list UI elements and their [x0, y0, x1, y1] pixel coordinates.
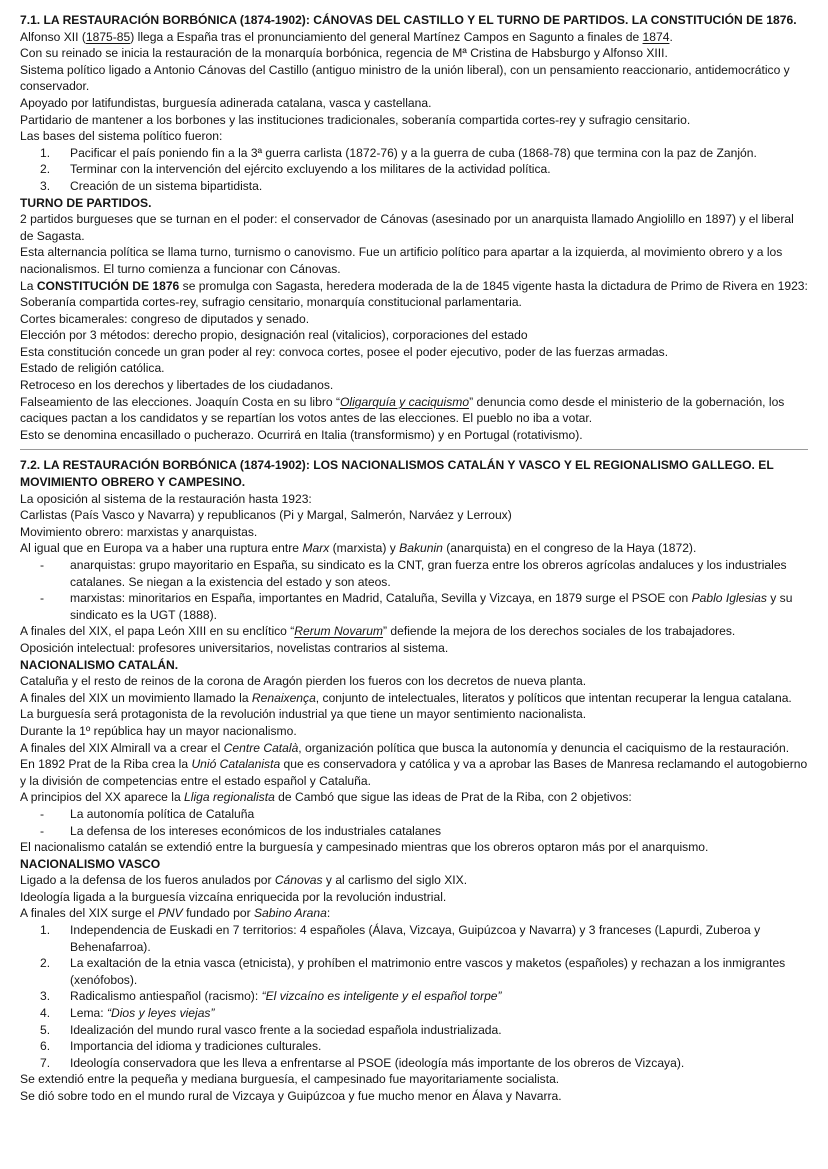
text: Alfonso XII ( — [20, 29, 86, 44]
list-text: La defensa de los intereses económicos de los industriales catalanes — [70, 823, 442, 838]
list-number: 1. — [40, 145, 51, 160]
underlined-text: 1874 — [642, 29, 670, 44]
text: A finales del XIX, el papa León XIII en su enclítico “ — [20, 624, 295, 639]
list-text: La autonomía política de Cataluña — [70, 806, 255, 821]
list-text: Pacificar el país poniendo fin a la 3ª guerra carlista (1872-76) y a la guerra de cuba (1868-78) que termina con la paz de Zanjón. — [70, 145, 757, 160]
pnv-list — [20, 922, 808, 1071]
paragraph — [20, 690, 808, 707]
paragraph: La oposición al sistema de la restauración hasta 1923: — [20, 491, 312, 506]
text: . — [669, 29, 673, 44]
italic-text: Lliga regionalista — [184, 790, 275, 805]
list-text: Idealización del mundo rural vasco frente a la sociedad española industrializada. — [70, 1022, 502, 1037]
paragraph: 2 partidos burgueses que se turnan en el poder: el conservador de Cánovas (asesinado por un anarquista llamado Angiolillo en 1897) y el liberal de Sagasta. — [20, 212, 794, 243]
paragraph: Ideología ligada a la burguesía vizcaína enriquecida por la revolución industrial. — [20, 889, 447, 904]
text: , organización política que busca la autonomía y denuncia el caciquismo de la restauración. — [298, 740, 790, 755]
list-text: Independencia de Euskadi en 7 territorios: 4 españoles (Álava, Vizcaya, Guipúzcoa y Navarra) y 3 franceses (Lapurdi, Zuberoa y Behenafarroa). — [70, 923, 761, 954]
text: ) llega a España tras el pronunciamiento del general Martínez Campos en Sagunto a finales de — [130, 29, 643, 44]
text: ” denuncia como desde el ministerio de la gobernación, los caciques pactan a los candidatos y se repartían los votos antes de las elecciones. El pueblo no iba a votar. — [20, 394, 785, 426]
subheading: NACIONALISMO VASCO — [20, 856, 161, 871]
underlined-text: 1875-85 — [85, 29, 131, 44]
paragraph: Movimiento obrero: marxistas y anarquistas. — [20, 524, 258, 539]
paragraph: Cortes bicamerales: congreso de diputados y senado. — [20, 311, 310, 326]
quote: “El vizcaíno es inteligente y el español torpe” — [261, 989, 502, 1004]
text: (marxista) y — [329, 541, 400, 556]
text: A finales del XIX surge el — [20, 906, 158, 921]
list-text: Importancia del idioma y tradiciones culturales. — [70, 1039, 322, 1054]
text: fundado por — [182, 906, 254, 921]
section-7-1 — [20, 12, 808, 443]
italic-text: Unió Catalanista — [191, 757, 281, 772]
list-text: La exaltación de la etnia vasca (etnicista), y prohíben el matrimonio entre vascos y maketos (españoles) y rechazan a los inmigrantes (xenófobos). — [70, 956, 786, 987]
paragraph: La burguesía será protagonista de la revolución industrial ya que tiene un mayor sentimiento nacionalista. — [20, 707, 587, 722]
list-number: 3. — [40, 989, 51, 1004]
text: Lema: — [70, 1006, 107, 1021]
text: A finales del XIX un movimiento llamado la — [20, 690, 252, 705]
list-number: 7. — [40, 1055, 51, 1070]
bold-text: CONSTITUCIÓN DE 1876 — [36, 278, 180, 293]
list-number: 5. — [40, 1022, 51, 1037]
list-number: 4. — [40, 1006, 51, 1021]
italic-text: Renaixença — [251, 690, 316, 705]
paragraph: Cataluña y el resto de reinos de la corona de Aragón pierden los fueros con los decretos de nueva planta. — [20, 674, 587, 689]
text: que es conservadora y católica y va a aprobar las Bases de Manresa reclamando el autogobierno y la división de competencias entre el estado español y Cataluña. — [20, 757, 808, 788]
paragraph — [20, 872, 808, 889]
list-item — [20, 988, 808, 1005]
bases-list — [20, 145, 808, 195]
list-item — [20, 145, 808, 162]
list-item — [20, 161, 808, 178]
book-title: Oligarquía y caciquismo — [340, 394, 470, 409]
section-divider — [20, 449, 808, 450]
text: Al igual que en Europa va a haber una ruptura entre — [20, 541, 303, 556]
paragraph — [20, 278, 808, 311]
paragraph — [20, 789, 808, 806]
text: , conjunto de intelectuales, literatos y políticos que intentan recuperar la lengua catalana. — [315, 690, 792, 705]
italic-text: Pablo Iglesias — [691, 591, 767, 606]
paragraph: Elección por 3 métodos: derecho propio, designación real (vitalicios), corporaciones del estado — [20, 328, 528, 343]
text: marxistas: minoritarios en España, importantes en Madrid, Cataluña, Sevilla y Vizcaya, en 1879 surge el PSOE con — [70, 591, 692, 606]
paragraph — [20, 540, 808, 557]
text: y su sindicato es la UGT (1888). — [70, 591, 793, 622]
paragraph — [20, 29, 808, 46]
paragraph — [20, 623, 808, 640]
quote: “Dios y leyes viejas” — [106, 1006, 215, 1021]
list-text: Terminar con la intervención del ejército excluyendo a los militares de la actividad política. — [70, 162, 551, 177]
list-item — [20, 178, 808, 195]
list-item — [20, 806, 808, 823]
text: (anarquista) en el congreso de la Haya (1872). — [442, 541, 697, 556]
paragraph: Partidario de mantener a los borbones y las instituciones tradicionales, soberanía compartida cortes-rey y sufragio censitario. — [20, 112, 691, 127]
section-7-2 — [20, 457, 808, 1104]
list-number: 1. — [40, 923, 51, 938]
text: se promulga con Sagasta, heredera moderada de la de 1845 vigente hasta la dictadura de Primo de Rivera en 1923: Soberanía compartida cortes-rey, sufragio censitario, monarquía constitucional parlamentaria. — [20, 278, 808, 310]
list-text: Ideología conservadora que les lleva a enfrentarse al PSOE (ideología más importante de los obreros de Vizcaya). — [70, 1055, 685, 1070]
list-text — [70, 1005, 808, 1022]
paragraph: Las bases del sistema político fueron: — [20, 129, 223, 144]
paragraph: Sistema político ligado a Antonio Cánovas del Castillo (antiguo ministro de la unión liberal), con un pensamiento reaccionario, antidemocrático y conservador. — [20, 62, 790, 94]
dash-marker: - — [40, 823, 45, 838]
paragraph — [20, 756, 808, 789]
opposition-list — [20, 557, 808, 623]
text: de Cambó que sigue las ideas de Prat de la Riba, con 2 objetivos: — [274, 790, 632, 805]
paragraph: Con su reinado se inicia la restauración de la monarquía borbónica, regencia de Mª Cristina de Habsburgo y Alfonso XIII. — [20, 46, 668, 61]
paragraph: Se extendió entre la pequeña y mediana burguesía, el campesinado fue mayoritariamente socialista. — [20, 1072, 560, 1087]
list-item — [20, 922, 808, 955]
list-number: 3. — [40, 178, 51, 193]
italic-text: Marx — [302, 541, 330, 556]
subheading: TURNO DE PARTIDOS. — [20, 195, 152, 210]
list-item — [20, 1038, 808, 1055]
list-item — [20, 1005, 808, 1022]
paragraph: Carlistas (País Vasco y Navarra) y republicanos (Pi y Margal, Salmerón, Narváez y Lerroux) — [20, 508, 512, 523]
list-item — [20, 955, 808, 988]
dash-marker: - — [40, 806, 45, 821]
lliga-objectives-list — [20, 806, 808, 839]
text: ” defiende la mejora de los derechos sociales de los trabajadores. — [383, 624, 736, 639]
paragraph: Esta constitución concede un gran poder al rey: convoca cortes, posee el poder ejecutivo, poder de las fuerzas armadas. — [20, 344, 669, 359]
paragraph — [20, 394, 808, 427]
paragraph — [20, 905, 808, 922]
list-item — [20, 590, 808, 623]
list-text: Creación de un sistema bipartidista. — [70, 178, 263, 193]
list-number: 6. — [40, 1039, 51, 1054]
italic-text: Sabino Arana — [253, 906, 327, 921]
text: Ligado a la defensa de los fueros anulados por — [20, 873, 275, 888]
text: Radicalismo antiespañol (racismo): — [70, 989, 262, 1004]
list-text — [70, 988, 808, 1005]
text: Falseamiento de las elecciones. Joaquín Costa en su libro “ — [20, 394, 340, 409]
subheading: NACIONALISMO CATALÁN. — [20, 657, 179, 672]
paragraph: Esta alternancia política se llama turno, turnismo o canovismo. Fue un artificio político para apartar a la izquierda, al movimiento obrero y a los nacionalismos. El turno comienza a funcionar con Cánovas. — [20, 245, 783, 276]
paragraph: Retroceso en los derechos y libertades de los ciudadanos. — [20, 378, 334, 393]
list-item — [20, 823, 808, 840]
text: A principios del XX aparece la — [20, 790, 185, 805]
paragraph: Durante la 1º república hay un mayor nacionalismo. — [20, 723, 297, 738]
paragraph: Se dió sobre todo en el mundo rural de Vizcaya y Guipúzcoa y fue mucho menor en Álava y Navarra. — [20, 1089, 562, 1103]
list-number: 2. — [40, 956, 51, 971]
list-text — [70, 590, 808, 623]
italic-text: Bakunin — [399, 541, 443, 556]
dash-marker: - — [40, 558, 45, 572]
paragraph — [20, 740, 808, 757]
list-item — [20, 1055, 808, 1072]
italic-text: Cánovas — [274, 873, 323, 888]
italic-text: PNV — [157, 906, 183, 921]
text: A finales del XIX Almirall va a crear el — [20, 740, 224, 755]
paragraph: Oposición intelectual: profesores universitarios, novelistas contrarios al sistema. — [20, 640, 449, 655]
list-text: anarquistas: grupo mayoritario en España, su sindicato es la CNT, gran fuerza entre los obreros agrícolas andaluces y los industriales catalanes. Se niegan a la existencia del estado y son ateos. — [70, 558, 787, 589]
list-item — [20, 557, 808, 590]
encyclical-title: Rerum Novarum — [294, 624, 384, 639]
text: y al carlismo del siglo XIX. — [322, 873, 468, 888]
paragraph: Esto se denomina encasillado o pucherazo. Ocurrirá en Italia (transformismo) y en Portugal (rotativismo). — [20, 427, 583, 442]
list-number: 2. — [40, 162, 51, 177]
italic-text: Centre Català — [223, 740, 299, 755]
section-title: 7.2. LA RESTAURACIÓN BORBÓNICA (1874-1902): LOS NACIONALISMOS CATALÁN Y VASCO Y EL REGIONALISMO GALLEGO. EL MOVIMIENTO OBRERO Y CAMPESINO. — [20, 458, 774, 490]
text: La — [20, 278, 37, 293]
list-item — [20, 1022, 808, 1039]
paragraph: El nacionalismo catalán se extendió entre la burguesía y campesinado mientras que los obreros optaron más por el anarquismo. — [20, 840, 709, 855]
paragraph: Apoyado por latifundistas, burguesía adinerada catalana, vasca y castellana. — [20, 95, 432, 110]
section-title: 7.1. LA RESTAURACIÓN BORBÓNICA (1874-1902): CÁNOVAS DEL CASTILLO Y EL TURNO DE PARTIDOS. LA CONSTITUCIÓN DE 1876. — [20, 13, 797, 27]
text: En 1892 Prat de la Riba crea la — [20, 757, 192, 772]
dash-marker: - — [40, 591, 45, 606]
text: : — [326, 906, 331, 921]
paragraph: Estado de religión católica. — [20, 361, 165, 376]
